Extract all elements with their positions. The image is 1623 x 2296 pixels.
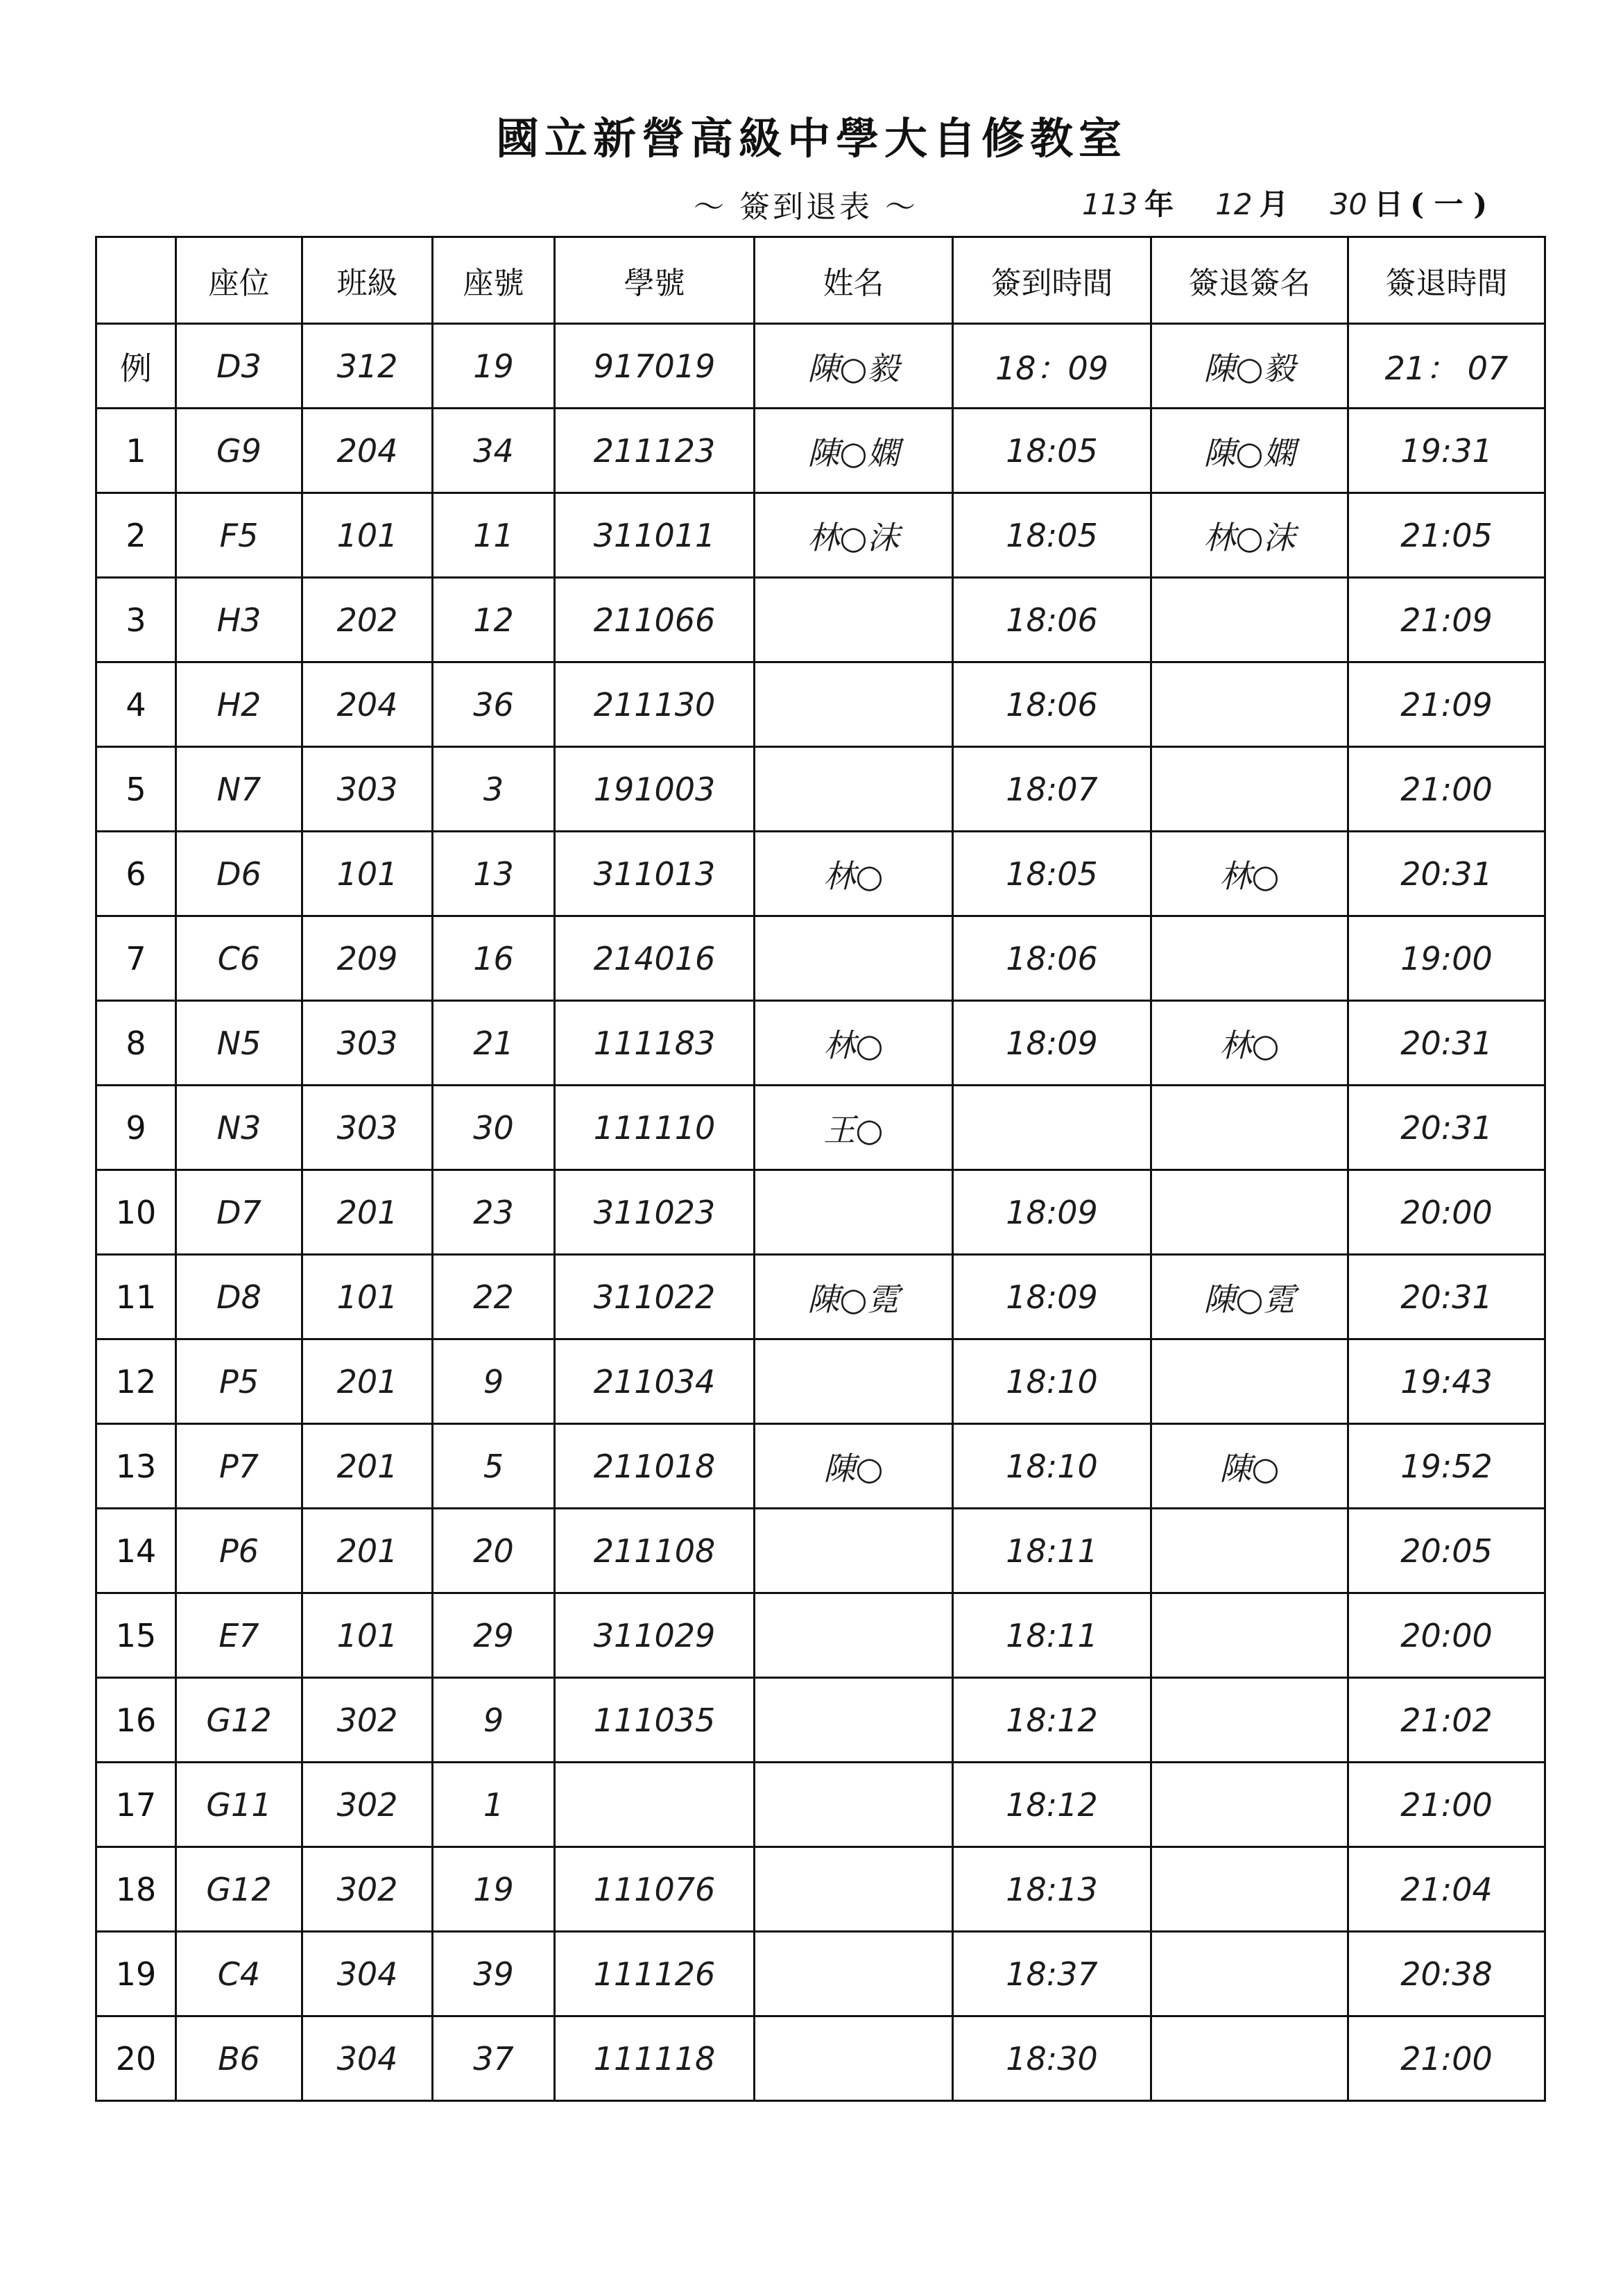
table-row xyxy=(96,1678,1545,1763)
sign-out-signature-cell: 林○ xyxy=(1151,1001,1348,1086)
example-sign-out-time: 21： 07 xyxy=(1348,324,1545,409)
col-header-name: 姓名 xyxy=(755,237,953,324)
sign-out-signature-cell xyxy=(1151,1593,1348,1678)
sign-in-time-cell: 18:10 xyxy=(953,1339,1151,1424)
date-line xyxy=(1082,182,1487,223)
name-cell xyxy=(755,916,953,1001)
example-seat: D3 xyxy=(176,324,302,409)
class-cell: 302 xyxy=(302,1678,433,1763)
student-id-cell: 111035 xyxy=(555,1678,755,1763)
class-cell: 304 xyxy=(302,1932,433,2016)
col-header-sign-out-time: 簽退時間 xyxy=(1348,237,1545,324)
sign-in-time-cell: 18:09 xyxy=(953,1170,1151,1255)
header-row xyxy=(96,237,1545,324)
table-row xyxy=(96,662,1545,747)
seat-no-cell: 16 xyxy=(433,916,555,1001)
class-cell: 201 xyxy=(302,1509,433,1593)
date-month-label: 月 xyxy=(1259,187,1289,221)
class-cell: 101 xyxy=(302,1255,433,1339)
row-number: 18 xyxy=(96,1847,176,1932)
table-row xyxy=(96,1763,1545,1847)
seat-cell: F5 xyxy=(176,493,302,578)
name-cell xyxy=(755,1678,953,1763)
row-number: 10 xyxy=(96,1170,176,1255)
seat-no-cell: 34 xyxy=(433,409,555,493)
sign-out-signature-cell: 陳○霓 xyxy=(1151,1255,1348,1339)
name-cell xyxy=(755,1847,953,1932)
student-id-cell: 211034 xyxy=(555,1339,755,1424)
seat-no-cell: 30 xyxy=(433,1086,555,1170)
seat-cell: N7 xyxy=(176,747,302,832)
seat-no-cell: 23 xyxy=(433,1170,555,1255)
sign-in-time-cell: 18:09 xyxy=(953,1001,1151,1086)
sign-out-time-cell: 20:05 xyxy=(1348,1509,1545,1593)
sign-in-time-cell: 18:12 xyxy=(953,1678,1151,1763)
sign-out-time-cell: 21:00 xyxy=(1348,1763,1545,1847)
seat-cell: G12 xyxy=(176,1678,302,1763)
student-id-cell: 211108 xyxy=(555,1509,755,1593)
sign-out-signature-cell xyxy=(1151,916,1348,1001)
sign-out-signature-cell xyxy=(1151,1678,1348,1763)
name-cell: 陳○ xyxy=(755,1424,953,1509)
seat-cell: C6 xyxy=(176,916,302,1001)
sign-out-signature-cell xyxy=(1151,662,1348,747)
row-number: 20 xyxy=(96,2016,176,2101)
student-id-cell: 211018 xyxy=(555,1424,755,1509)
class-cell: 303 xyxy=(302,1001,433,1086)
name-cell: 王○ xyxy=(755,1086,953,1170)
example-label: 例 xyxy=(96,324,176,409)
name-cell xyxy=(755,1339,953,1424)
example-student-id: 917019 xyxy=(555,324,755,409)
sign-out-signature-cell xyxy=(1151,1763,1348,1847)
date-day-label: 日 xyxy=(1374,187,1404,221)
seat-no-cell: 11 xyxy=(433,493,555,578)
sign-in-time-cell: 18:11 xyxy=(953,1593,1151,1678)
sign-out-time-cell: 20:31 xyxy=(1348,1001,1545,1086)
sign-out-signature-cell: 林○ xyxy=(1151,832,1348,916)
sign-out-signature-cell xyxy=(1151,1847,1348,1932)
sign-out-signature-cell: 陳○嫻 xyxy=(1151,409,1348,493)
row-number: 16 xyxy=(96,1678,176,1763)
sign-out-signature-cell: 林○沫 xyxy=(1151,493,1348,578)
student-id-cell: 311011 xyxy=(555,493,755,578)
sign-out-time-cell: 21:02 xyxy=(1348,1678,1545,1763)
seat-no-cell: 5 xyxy=(433,1424,555,1509)
name-cell: 陳○霓 xyxy=(755,1255,953,1339)
table-row xyxy=(96,409,1545,493)
col-header-seat: 座位 xyxy=(176,237,302,324)
example-name: 陳○毅 xyxy=(755,324,953,409)
row-number: 7 xyxy=(96,916,176,1001)
example-sign-in-time: 18：09 xyxy=(953,324,1151,409)
class-cell: 101 xyxy=(302,1593,433,1678)
student-id-cell: 211130 xyxy=(555,662,755,747)
table-row xyxy=(96,832,1545,916)
seat-cell: P7 xyxy=(176,1424,302,1509)
class-cell: 204 xyxy=(302,409,433,493)
seat-cell: E7 xyxy=(176,1593,302,1678)
student-id-cell: 211123 xyxy=(555,409,755,493)
table-row xyxy=(96,1170,1545,1255)
date-year-label: 年 xyxy=(1144,187,1174,221)
name-cell: 林○ xyxy=(755,1001,953,1086)
sign-out-signature-cell xyxy=(1151,747,1348,832)
seat-cell: G9 xyxy=(176,409,302,493)
sign-in-time-cell: 18:05 xyxy=(953,493,1151,578)
sign-in-time-cell xyxy=(953,1086,1151,1170)
sign-in-time-cell: 18:06 xyxy=(953,662,1151,747)
table-row xyxy=(96,916,1545,1001)
seat-no-cell: 20 xyxy=(433,1509,555,1593)
seat-cell: P5 xyxy=(176,1339,302,1424)
table-row xyxy=(96,1001,1545,1086)
class-cell: 204 xyxy=(302,662,433,747)
row-number: 12 xyxy=(96,1339,176,1424)
row-number: 9 xyxy=(96,1086,176,1170)
name-cell: 林○沫 xyxy=(755,493,953,578)
row-number: 4 xyxy=(96,662,176,747)
class-cell: 303 xyxy=(302,1086,433,1170)
sign-in-time-cell: 18:06 xyxy=(953,578,1151,662)
sign-in-time-cell: 18:10 xyxy=(953,1424,1151,1509)
student-id-cell: 311022 xyxy=(555,1255,755,1339)
class-cell: 303 xyxy=(302,747,433,832)
class-cell: 209 xyxy=(302,916,433,1001)
sign-in-time-cell: 18:09 xyxy=(953,1255,1151,1339)
col-header-sign-in-time: 簽到時間 xyxy=(953,237,1151,324)
seat-cell: D7 xyxy=(176,1170,302,1255)
seat-no-cell: 21 xyxy=(433,1001,555,1086)
name-cell: 陳○嫻 xyxy=(755,409,953,493)
date-day: 30 xyxy=(1330,187,1368,221)
example-sign-out-signature: 陳○毅 xyxy=(1151,324,1348,409)
student-id-cell: 111118 xyxy=(555,2016,755,2101)
sign-out-signature-cell xyxy=(1151,578,1348,662)
sign-in-time-cell: 18:11 xyxy=(953,1509,1151,1593)
student-id-cell: 311029 xyxy=(555,1593,755,1678)
date-weekday: ( 一 ) xyxy=(1410,187,1488,221)
name-cell xyxy=(755,578,953,662)
page-title: 國立新營高級中學大自修教室 xyxy=(495,113,1127,164)
sign-out-signature-cell xyxy=(1151,1932,1348,2016)
sign-out-time-cell: 20:31 xyxy=(1348,832,1545,916)
seat-cell: N5 xyxy=(176,1001,302,1086)
class-cell: 201 xyxy=(302,1170,433,1255)
student-id-cell: 111110 xyxy=(555,1086,755,1170)
seat-cell: G11 xyxy=(176,1763,302,1847)
sign-in-time-cell: 18:06 xyxy=(953,916,1151,1001)
student-id-cell: 191003 xyxy=(555,747,755,832)
seat-no-cell: 9 xyxy=(433,1678,555,1763)
class-cell: 302 xyxy=(302,1847,433,1932)
class-cell: 201 xyxy=(302,1424,433,1509)
seat-cell: P6 xyxy=(176,1509,302,1593)
sign-out-time-cell: 21:09 xyxy=(1348,662,1545,747)
sign-out-time-cell: 21:00 xyxy=(1348,2016,1545,2101)
table-row xyxy=(96,1424,1545,1509)
sign-in-time-cell: 18:37 xyxy=(953,1932,1151,2016)
sign-out-time-cell: 19:43 xyxy=(1348,1339,1545,1424)
seat-no-cell: 13 xyxy=(433,832,555,916)
sign-out-signature-cell xyxy=(1151,1509,1348,1593)
seat-no-cell: 9 xyxy=(433,1339,555,1424)
sign-out-time-cell: 21:05 xyxy=(1348,493,1545,578)
row-number: 17 xyxy=(96,1763,176,1847)
sign-out-signature-cell xyxy=(1151,1339,1348,1424)
table-row xyxy=(96,1509,1545,1593)
seat-no-cell: 22 xyxy=(433,1255,555,1339)
name-cell xyxy=(755,1932,953,2016)
class-cell: 304 xyxy=(302,2016,433,2101)
row-number: 11 xyxy=(96,1255,176,1339)
table-row xyxy=(96,1593,1545,1678)
row-number: 13 xyxy=(96,1424,176,1509)
example-class: 312 xyxy=(302,324,433,409)
row-number: 19 xyxy=(96,1932,176,2016)
sign-in-time-cell: 18:12 xyxy=(953,1763,1151,1847)
page-subtitle: ～ 簽到退表 ～ xyxy=(694,189,918,225)
sign-out-time-cell: 21:09 xyxy=(1348,578,1545,662)
sign-out-time-cell: 21:00 xyxy=(1348,747,1545,832)
sign-out-time-cell: 20:31 xyxy=(1348,1255,1545,1339)
table-row xyxy=(96,493,1545,578)
sign-in-time-cell: 18:05 xyxy=(953,409,1151,493)
sign-out-signature-cell xyxy=(1151,2016,1348,2101)
name-cell xyxy=(755,662,953,747)
seat-cell: G12 xyxy=(176,1847,302,1932)
sign-out-time-cell: 19:31 xyxy=(1348,409,1545,493)
class-cell: 201 xyxy=(302,1339,433,1424)
col-header-sign-out-signature: 簽退簽名 xyxy=(1151,237,1348,324)
row-number: 14 xyxy=(96,1509,176,1593)
seat-no-cell: 37 xyxy=(433,2016,555,2101)
date-month: 12 xyxy=(1215,187,1253,221)
row-number: 5 xyxy=(96,747,176,832)
table-row xyxy=(96,2016,1545,2101)
seat-cell: D6 xyxy=(176,832,302,916)
sign-in-time-cell: 18:07 xyxy=(953,747,1151,832)
seat-no-cell: 3 xyxy=(433,747,555,832)
row-number: 1 xyxy=(96,409,176,493)
seat-cell: H2 xyxy=(176,662,302,747)
sign-in-time-cell: 18:05 xyxy=(953,832,1151,916)
sign-in-time-cell: 18:13 xyxy=(953,1847,1151,1932)
seat-cell: C4 xyxy=(176,1932,302,2016)
seat-cell: H3 xyxy=(176,578,302,662)
sign-in-table xyxy=(95,236,1546,2102)
name-cell xyxy=(755,1763,953,1847)
sign-out-signature-cell xyxy=(1151,1086,1348,1170)
example-row xyxy=(96,324,1545,409)
student-id-cell: 111076 xyxy=(555,1847,755,1932)
sign-out-time-cell: 19:52 xyxy=(1348,1424,1545,1509)
name-cell xyxy=(755,1593,953,1678)
seat-no-cell: 29 xyxy=(433,1593,555,1678)
name-cell xyxy=(755,2016,953,2101)
seat-no-cell: 19 xyxy=(433,1847,555,1932)
student-id-cell: 214016 xyxy=(555,916,755,1001)
seat-no-cell: 36 xyxy=(433,662,555,747)
row-number: 6 xyxy=(96,832,176,916)
seat-cell: B6 xyxy=(176,2016,302,2101)
name-cell xyxy=(755,1170,953,1255)
sign-out-time-cell: 20:38 xyxy=(1348,1932,1545,2016)
row-number: 2 xyxy=(96,493,176,578)
row-number: 15 xyxy=(96,1593,176,1678)
example-seat-no: 19 xyxy=(433,324,555,409)
seat-cell: N3 xyxy=(176,1086,302,1170)
student-id-cell: 311023 xyxy=(555,1170,755,1255)
row-number: 3 xyxy=(96,578,176,662)
class-cell: 101 xyxy=(302,832,433,916)
date-year: 113 xyxy=(1082,187,1138,221)
sign-out-signature-cell: 陳○ xyxy=(1151,1424,1348,1509)
seat-no-cell: 1 xyxy=(433,1763,555,1847)
class-cell: 302 xyxy=(302,1763,433,1847)
student-id-cell xyxy=(555,1763,755,1847)
table-row xyxy=(96,1932,1545,2016)
table-row xyxy=(96,1339,1545,1424)
sign-out-time-cell: 20:00 xyxy=(1348,1593,1545,1678)
col-header-class: 班級 xyxy=(302,237,433,324)
name-cell: 林○ xyxy=(755,832,953,916)
sign-out-time-cell: 20:31 xyxy=(1348,1086,1545,1170)
class-cell: 101 xyxy=(302,493,433,578)
sign-in-time-cell: 18:30 xyxy=(953,2016,1151,2101)
student-id-cell: 111126 xyxy=(555,1932,755,2016)
student-id-cell: 211066 xyxy=(555,578,755,662)
table-row xyxy=(96,747,1545,832)
row-number: 8 xyxy=(96,1001,176,1086)
sign-out-signature-cell xyxy=(1151,1170,1348,1255)
table-row xyxy=(96,1847,1545,1932)
col-header-index xyxy=(96,237,176,324)
table-row xyxy=(96,578,1545,662)
table-row xyxy=(96,1255,1545,1339)
name-cell xyxy=(755,1509,953,1593)
seat-no-cell: 12 xyxy=(433,578,555,662)
sign-out-time-cell: 19:00 xyxy=(1348,916,1545,1001)
class-cell: 202 xyxy=(302,578,433,662)
name-cell xyxy=(755,747,953,832)
seat-cell: D8 xyxy=(176,1255,302,1339)
col-header-seat-no: 座號 xyxy=(433,237,555,324)
col-header-student-id: 學號 xyxy=(555,237,755,324)
sign-out-time-cell: 20:00 xyxy=(1348,1170,1545,1255)
table-row xyxy=(96,1086,1545,1170)
seat-no-cell: 39 xyxy=(433,1932,555,2016)
student-id-cell: 311013 xyxy=(555,832,755,916)
sign-out-time-cell: 21:04 xyxy=(1348,1847,1545,1932)
student-id-cell: 111183 xyxy=(555,1001,755,1086)
